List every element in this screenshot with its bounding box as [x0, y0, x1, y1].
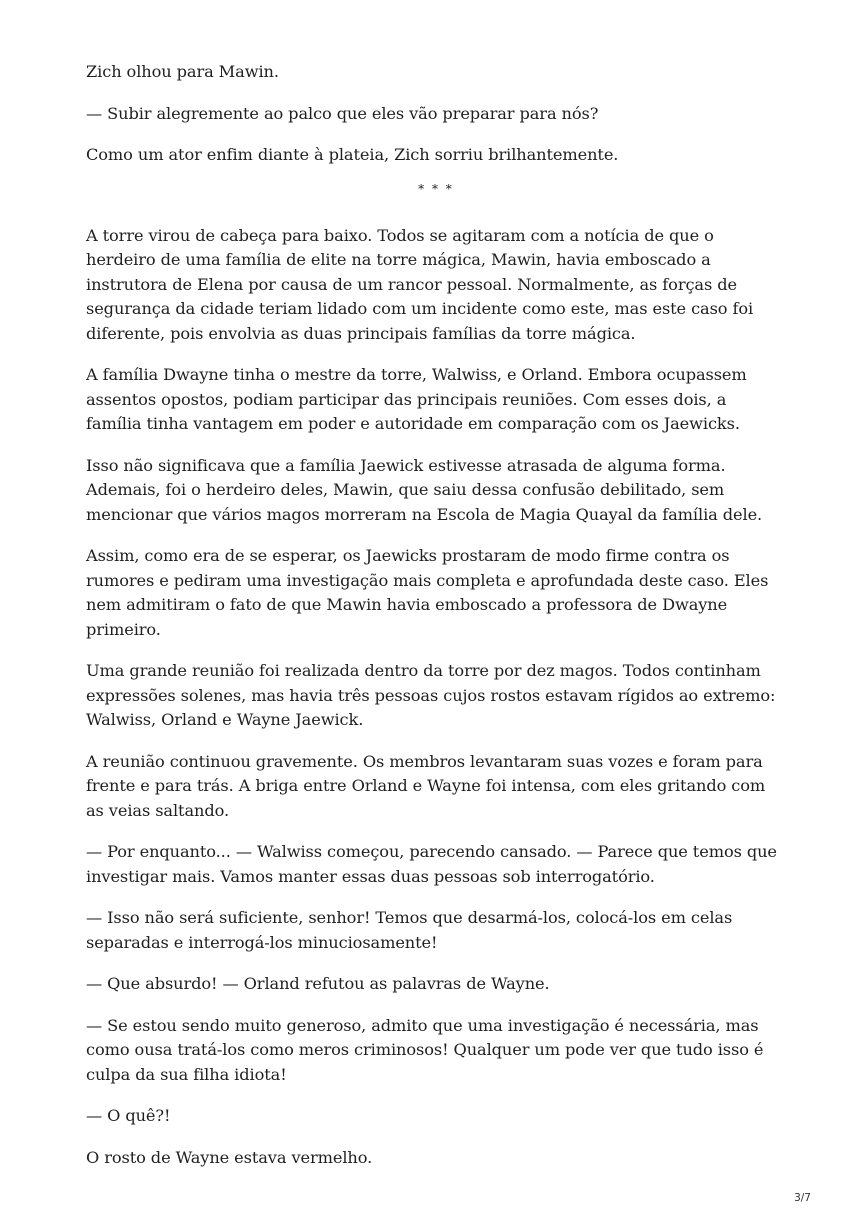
- paragraph: — Subir alegremente ao palco que eles vão preparar para nós?: [86, 103, 599, 123]
- paragraph: Isso não significava que a família Jaewick estivesse atrasada de alguma forma. Ademais, foi o herdeiro deles, Mawin, que saiu dessa confusão debilitado, sem mencionar que vários magos morreram na Escola de Magia Quayal da família dele.: [86, 455, 763, 524]
- paragraph: — Por enquanto... — Walwiss começou, parecendo cansado. — Parece que temos que investigar mais. Vamos manter essas duas pessoas sob interrogatório.: [86, 842, 777, 886]
- paragraph: Como um ator enfim diante à plateia, Zich sorriu brilhantemente.: [86, 145, 619, 164]
- scene-break-separator: * * *: [418, 181, 454, 196]
- paragraph: A reunião continuou gravemente. Os membros levantaram suas vozes e foram para frente e para trás. A briga entre Orland e Wayne foi intensa, com eles gritando com as veias saltando.: [86, 751, 766, 820]
- paragraph: — Isso não será suficiente, senhor! Temos que desarmá-los, colocá-los em celas separadas e interrogá-los minuciosamente!: [86, 908, 733, 952]
- paragraph: Assim, como era de se esperar, os Jaewicks prostaram de modo firme contra os rumores e pediram uma investigação mais completa e aprofundada deste caso. Eles nem admitiram o fato de que Mawin havia emboscado a professora de Dwayne primeiro.: [86, 546, 769, 639]
- document-page: [86, 60, 786, 1187]
- page-number: 3/7: [794, 1192, 811, 1204]
- paragraph: Zich olhou para Mawin.: [86, 62, 279, 81]
- paragraph: — O quê?!: [86, 1106, 171, 1125]
- paragraph: — Se estou sendo muito generoso, admito que uma investigação é necessária, mas como ousa tratá-los como meros criminosos! Qualquer um pode ver que tudo isso é culpa da sua filha idiota!: [86, 1015, 764, 1084]
- paragraph: A família Dwayne tinha o mestre da torre, Walwiss, e Orland. Embora ocupassem assentos opostos, podiam participar das principais reuniões. Com esses dois, a família tinha vantagem em poder e autoridade em comparação com os Jaewicks.: [86, 365, 747, 433]
- paragraph: — Que absurdo! — Orland refutou as palavras de Wayne.: [86, 974, 550, 993]
- paragraph: A torre virou de cabeça para baixo. Todos se agitaram com a notícia de que o herdeiro de uma família de elite na torre mágica, Mawin, havia emboscado a instrutora de Elena por causa de um rancor pessoal. Normalmente, as forças de segurança da cidade teriam lidado com um incidente como este, mas este caso foi diferente, pois envolvia as duas principais famílias da torre mágica.: [86, 225, 754, 343]
- paragraph: Uma grande reunião foi realizada dentro da torre por dez magos. Todos continham expressões solenes, mas havia três pessoas cujos rostos estavam rígidos ao extremo: Walwiss, Orland e Wayne Jaewick.: [86, 661, 776, 729]
- paragraph: O rosto de Wayne estava vermelho.: [86, 1147, 373, 1167]
